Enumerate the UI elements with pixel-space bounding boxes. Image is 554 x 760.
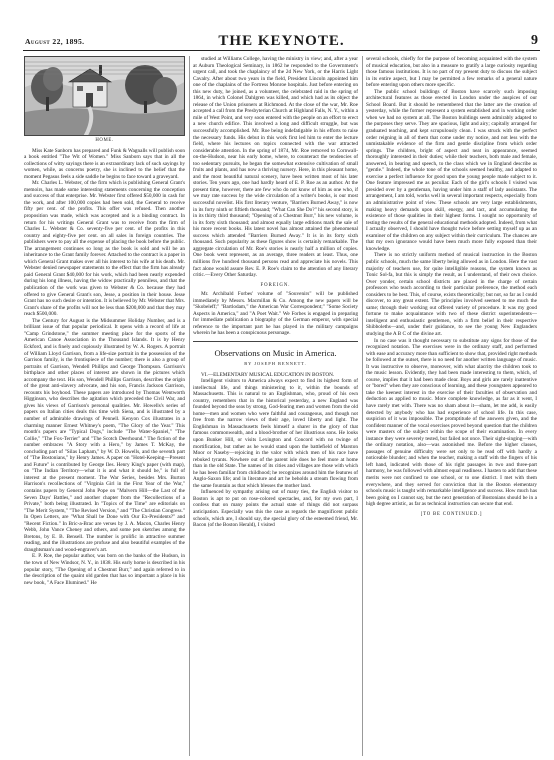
column-divider [189, 56, 190, 756]
paragraph: Mr. Charles L. Webster, of the firm which is publishing General Grant's memoirs, has made some interesting statements concerning the conception and success of that enterprise. Mr. Webster first offered $50,000 in cash for the work, and after 100,000 copies had been sold, the General to receive fifty per cent. of the profits. This offer was refused. Then another proposition was made, which was accepted and is a binding contract. In return for his writings General Grant was to receive from the firm of Charles L. Webster & Co. seventy-five per cent. of the profits in this country and eighty-five per cent. on all sales in foreign countries. The publishers were to pay all the expense of placing the book before the public. The arrangement continues so long as the book is sold and will be an inheritance to the Grant family forever. Attached to the contract is a paper in which General Grant makes over all his interest to his wife at his death. Mr. Webster denied newspaper statements to the effect that the firm has already paid General Grant $40,000 for his work, which had been nearly expended during his long illness, having the widow practically penniless, and that the publication of the work was given to Webster & Co. because they had offered to give General Grant's son, Jesse, a position in their house. Jesse Grant has no such desire or intention. It is believed by Mr. Webster that Mrs. Grant's share of the profits will not be less than $200,000 and that they may reach $500,000. [24, 180, 185, 318]
column-one [24, 56, 185, 756]
paragraph: E. P. Roe, the popular author, was born on the banks of the Hudson, in the town of New Windsor, N. Y., in 1838. His early home is described in his popular story, "The Opening of a Chestnut Burr," and again referred to in the description of the quaint old garden that has so important a place in his new book, "A Face Illumined." He [24, 553, 185, 586]
paragraph: The public school buildings of Boston have scarcely such imposing architectural features as those erected in London under the auspices of our School Board. But it should be remembered that the latter are the creation of yesterday, while the former represent a system established and in working order when we had no system at all. The Boston buildings seem admirably adapted to the purposes they serve. They are spacious, light and airy; capitally arranged for graduated teaching, and kept scrupulously clean. I was struck with the perfect order reigning in all of them that come under my notice, and not less with the unmistakable evidence of the firm and gentle discipline from which order springs. The children, bright of aspect and neat in appearance, seemed thoroughly interested in their duties; while their teachers, both male and female, answered, in bearing and speech, to the class which we in England describe as "gentle." Indeed, the whole tone of the schools seemed healthy, and adapted to exercise a perfect influence for good upon the young people made subject to it. One feature impressed me as peculiar. Each of the girl's schools I visited was presided over by a gentleman, having under him a staff of lady assistants. The arrangement, I am told, works well in several important respects, especially from an administrative point of view. These schools are very large establishments, making heavy demands upon skill, energy, and tact, and accumulating the existence of those qualities in their highest forms. I sought no opportunity of testing the results of the general educational methods adopted. Indeed, from what I actually observed, I should have thought twice before setting myself up as an examiner of the children on any subject within their curriculum. The chances are that my own ignorance would have been much more fully exposed than their knowledge. [366, 88, 537, 252]
section-heading-foreign: FOREIGN. [260, 282, 291, 288]
paragraph: several schools, chiefly for the purpose of becoming acquainted with the system of musical education, but also in a measure to gratify a large curiosity regarding those famous institutions. It is no part of my present duty to discuss the subject in its entire aspect, but I may be permitted a few remarks of a general nature before entering upon others more specific. [366, 56, 537, 89]
issue-date: August 22, 1895. [25, 37, 85, 46]
column-three [366, 56, 537, 756]
article-title: Observations on Music in America. [214, 347, 337, 358]
paragraph: studied at Williams College, having the ministry in view; and, after a year at Auburn Theological Seminary, in 1862 he responded to the Government's urgent call, and took the chaplaincy of the 2d New York, or the Harris Light Cavalry. After about two years in the field, President Lincoln appointed him one of the chaplains of the Fortress Monroe hospitals. Just before entering on this new duty, he joined, as a volunteer, the celebrated raid in the spring of 1864, in which Colonel Dahlgren was killed, and which had as its object the release of the Union prisoners at Richmond. At the close of the war, Mr. Roe accepted a call from the Presbyterian Church at Highland Falls, N. Y., within a mile of West Point, and very soon entered with the people on an effort to erect a new church edifice. This involved a long and difficult struggle, but was successfully accomplished. Mr. Roe being indefatigable in his efforts to raise the necessary funds. His debut in this work first led him to enter the lecture field, where his lectures on topics connected with the war attracted considerable attention. In the spring of 1874, Mr. Roe removed to Cornwall-on-the-Hudson, near his early home, where, to counteract the tendencies of too sedentary pursuits, he began the somewhat extensive cultivation of small fruits and plants, and has now a thriving nursery. Here, in this pleasant home, and the most beautiful natural scenery, have been written most of his later stories. Ten years ago, one had hardly heard of E. P. Roe as an author. At the present time, however, there are few who do not know of him as one who, if we may rate success by the wide circulation of a writer's books, is our most successful novelist. His first literary venture, "Barriers Burned Away," is now in its forty ninth or fiftieth thousand; "What Can She Do?" his second story, is in its thirty third thousand; "Opening of a Chestnut Burr," his new volume, is in its forty sixth thousand; and almost equally large editions mark the sale of his more recent books. His latest novel has almost attained the phenomenal success which attended "Barriers Burned Away." It is in its forty sixth thousand. Such popularity as these figures show is certainly remarkable. The aggregate circulation of Mr. Roe's stories is nearly half a million of copies. One book went represent, as an average, three readers at least. Thus, one millions five hundred thousand persons read and appreciate his novels. This fact alone would assure Rev. E. P. Roe's claim to the attention of any literary critic.—Every Other Saturday. [193, 56, 358, 279]
article-byline: BY JOSEPH BENNETT. [244, 360, 307, 366]
paragraph: Mr. Archibald Forbes' volume of "Souvenirs" will be published immediately by Messrs. Macmillan & Co. Among the new papers will be "Skobeleff;" "Bartlodam," the American War Correspondent;" "Some Society Aspects in America," and "A Poet Wait." We Forbes is engaged in preparing for immediate publication a biography of the German emperor, with special reference to the important part he has played in the military campaigns wherein he has been a conspicuous personage. [193, 291, 358, 337]
page-number: 9 [531, 33, 538, 48]
paragraph: Influenced by sympathy arising out of many ties, the English visitor to Boston is apt to put on rose-colored spectacles, and, for my own part, I confess that on many points the actual state of things did not surpass anticipation. Especially was this the case as regards the magnificent public schools, which are, I should say, the special glory of the esteemed friend, Mr. Bacon (of the Boston Herald), I visited [193, 489, 358, 529]
paragraph: Miss Kate Sanborn has prepared and Funk & Wagnalls will publish soon a book entitled "The Wit of Women." Miss Sanborn says that in all the collections of witty sayings there is an extraordinary lack of such sayings by women, while, as concerns poetry, she is inclined to the belief that the moment Pegasus feels a side saddle he begins to face toward a graveyard. [24, 147, 185, 180]
masthead [23, 33, 540, 51]
home-illustration [24, 56, 185, 136]
home-engraving [25, 57, 185, 136]
section-divider [193, 341, 358, 342]
continuation-note: [TO BE CONTINUED.] [420, 511, 483, 517]
article-subheading: VI.—ELEMENTARY MUSICAL EDUCATION IN BOSTON. [201, 371, 335, 378]
illustration-caption: HOME. [95, 138, 114, 143]
column-divider [362, 56, 363, 756]
column-two [193, 56, 358, 756]
paragraph: The Century for August is the Midsummer Holiday Number, and is a brilliant issue of that popular periodical. It opens with a record of life at "Camp Grindstone," the summer meeting place for the sports of the American Canoe Association in the Thousand Islands. It is by Henry Eckford, and is finely and copiously illustrated by W. A. Rogers. A portrait of William Lloyd Garrison, from a life-size portrait in the possession of the Garrison family, is the frontispiece of the number; there is also a group of portraits of Garrison, Wendell Phillips and George Thompson. Garrison's birthplace and other places of interest are shown in the pictures which accompany the text. His son, Wendell Phillips Garrison, describes the origin of the great anti-slavery advocate, and his son, Francis Jackson Garrison, recounts his boyhood. These papers are introduced by Thomas Wentworth Higginson, who describes the agitation which preceded the Civil War, and gives his views of Garrison's personal qualities. Mr. Howells's series of papers on Italian cities deals this time with Siena, and is illustrated by a number of admirable drawings of Pennell. Kenyon Cox illustrates in a charming manner Ernest Whitney's poem, "The Glory of the Year." This month's papers are "Typical Dogs," include "The Water-Spaniel," "The Collie," "The Fox-Terrier" and "The Scotch Deerhound." The fiction of the number embraces "A Story with a Hero," by James T. McKay, the concluding part of "Silas Lapham," by W. D. Howells, and the seventh part of "The Bostonians," by Henry James. A paper on "Hotel-Keeping—Present and Future" is contributed by George Iles. Henry King's paper (with map), on "The Indian Territory—what it is and what it should be," is full of interest at the present moment. The War Series, besides Mrs. Burton Harrison's recollections of "Virginia Girl in the First Year of the War," contains papers by General John Pope on "Malvern Hill—the Last of the Seven Days' Battles," and another chapter from the "Recollections of a Private," both being illustrated. In "Topics of the Time" are editorials on "The Merit System," "The Revised Version," and "The Christian Congress." In Open Letters, are "What Shall be Done with Our Ex-Presidents?" and "Recent Fiction." In Bric-a-Brac are verses by J. A. Macon, Charles Henry Webb, John Vance Cheney and others, and some pen sketches among the Bretons, by E. B. Bensell. The number is prolific in attractive summer reading, and the illustrations are profuse and also beautiful examples of the draughtsman's and wood-engraver's art. [24, 317, 185, 553]
paragraph: There is no strictly uniform method of musical instruction in the Boston public schools, much the same liberty being allowed as in London. Here the vast majority of teachers use, for quite intelligible reasons, the system known as Tonic Sol-fa, but this is simply the result, as I understand, of their own choice. Over yonder, certain school districts are placed in the charge of certain professors who teach according to their particular preference, the method each considers to be best. This, of course, exists theoretically; but not, so far as I could discover, to any great extent. The principles involved seemed to me much the same; through their working out offered variety of procedure. It was my good fortune to make acquaintance with two of these district superintendents—intelligent and enthusiastic gentlemen, with a firm belief in their respective Shibboleths—and, under their guidance, to see the young New Englanders studying the A B C of the divine art. [366, 252, 537, 337]
paragraph: In no case was it thought necessary to substitute any signs for those of the recognized notation. The exercises were in the ordinary staff, and performed with ease and accuracy more than sufficient to show that, provided right methods be followed at the outset, there is no need for another written language of music. It was instructive to observe, moreover, with what alacrity the children took to the music lesson. Evidently, they had been made interesting to them, which, of course, implies that it had been made clear. Boys and girls are rarely inattentive or "bored" when they are conscious of learning, and these youngsters appeared to take the keenest interest in the exercise of their faculties of observation and deduction as applied to music. More complete knowledge, as far as it went, I have rarely met with. There was no sham about it—sham, let me add, is easily detected by anybody who has had experience of school life. In this case, suspicion of it was impossible. The promptitude of the answers given, and the confident manner of the vocal exercises proved beyond question that the children were masters of the subject within the scope of their examination. In every instance they were severely tested, but failed not once. Their sight-singing—with the ordinary notation, also—was astonished me. Before the higher classes, passages of genuine difficulty were set only to be read off with hardly a noticeable blunder; and when the teacher, making a staff with the fingers of his left hand, indicated with those of his right passages in two and three-part harmony, he was followed with almost equal readiness. I hasten to add that these merits were not confined to one school, or to one district. I met with them everywhere, and they served for conviction that in the Boston elementary schools music is taught with remarkable intelligence and success. How much has been going on I cannot say, but the next generation of Bostonians should be in a high degree artistic, as far as technical instruction can secure that end. [366, 337, 537, 508]
publication-title: THE KEYNOTE. [218, 33, 345, 49]
paragraph: Intelligent visitors to America always expect to find its highest form of intellectual life, and things ministering to it, within the bounds of Massachusetts. This is natural to an Englishman, who, proud of his own country, remembers that in the historical yesterday, a new England was founded beyond the seas by strong, God-fearing men and women from the old home—men and women who were faithful and courageous, and though not free from the narrow views of their age, loved liberty and light. The Englishman in Massachusetts feels himself a sharer in the glory of that famous commonwealth, and a blood-brother of her illustrious sons. He looks upon Bunker Hill, or visits Lexington and Concord with no twinge of mortification, but rather as he would stand upon the battlefield of Marston Moor or Naseby—rejoicing in the valor with which men of his race have rebuked tyrants. Nowhere out of the parent isle does he feel more at home than in the old State. The names of its cities and villages are those with which he has been familiar from childhood; he recognizes around him the features of Anglo-Saxon life; and in literature and art he beholds a stream flowing from the same fountain as that which blesses the mother land. [193, 378, 358, 489]
